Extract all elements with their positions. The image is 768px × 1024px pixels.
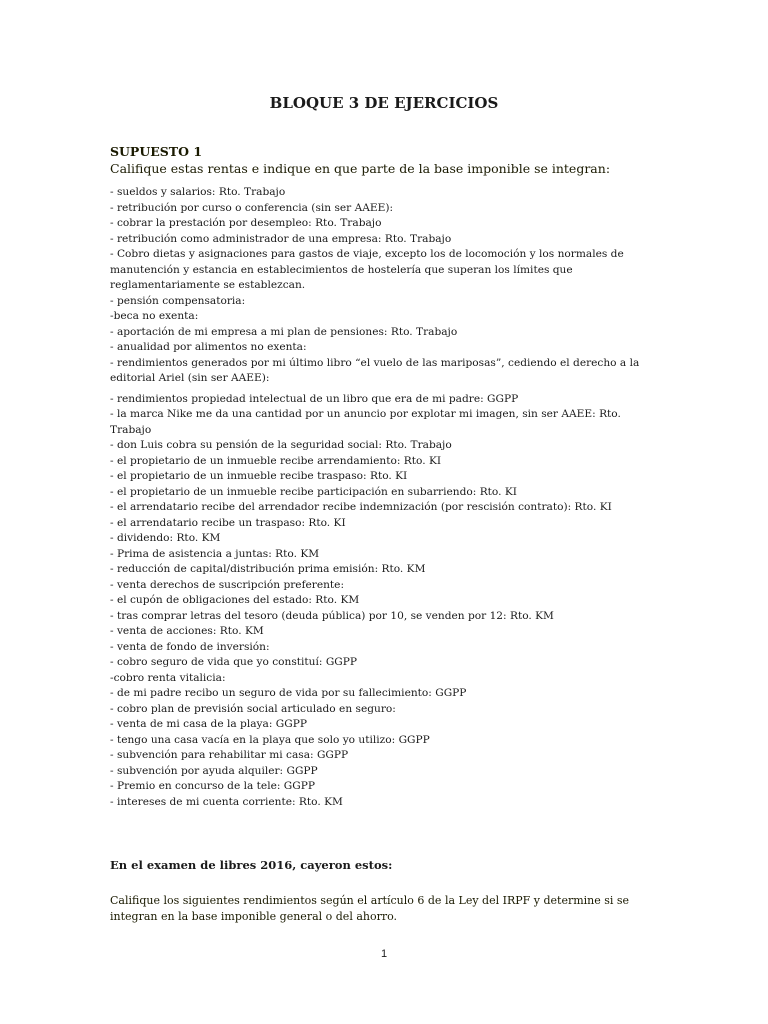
list-item: - Premio en concurso de la tele: GGPP (110, 780, 315, 792)
list-item: - don Luis cobra su pensión de la seguridad social: Rto. Trabajo (110, 439, 452, 451)
list-item: - el propietario de un inmueble recibe participación en subarriendo: Rto. KI (110, 485, 517, 498)
income-items-list (110, 185, 655, 810)
list-item: - venta de fondo de inversión: (110, 640, 270, 653)
list-item: - el cupón de obligaciones del estado: Rto. KM (110, 594, 360, 606)
list-item: - reducción de capital/distribución prima emisión: Rto. KM (110, 563, 426, 575)
list-item: - el arrendatario recibe un traspaso: Rto. KI (110, 516, 346, 529)
list-item: -beca no exenta: (110, 310, 199, 322)
exam-question: Califique los siguientes rendimientos según el artículo 6 de la Ley del IRPF y determine si se integran en la base imponible general o del ahorro. (110, 894, 630, 923)
list-item: - pensión compensatoria: (110, 294, 246, 307)
list-item: - sueldos y salarios: Rto. Trabajo (110, 186, 286, 198)
list-item: - el propietario de un inmueble recibe traspaso: Rto. KI (110, 470, 408, 482)
list-item: - rendimientos propiedad intelectual de un libro que era de mi padre: GGPP (110, 392, 519, 405)
list-item: - Cobro dietas y asignaciones para gastos de viaje, excepto los de locomoción y los normales de manutención y estancia en establecimientos de hostelería que superan los límites que reglamentariamente se establezcan. (110, 248, 624, 291)
list-item: - tengo una casa vacía en la playa que solo yo utilizo: GGPP (110, 733, 430, 746)
list-item: - subvención para rehabilitar mi casa: GGPP (110, 749, 349, 761)
list-item: - cobro seguro de vida que yo constituí: GGPP (110, 656, 357, 668)
list-item: - venta derechos de suscripción preferente: (110, 578, 345, 591)
list-item: - dividendo: Rto. KM (110, 532, 221, 544)
list-item: - venta de acciones: Rto. KM (110, 625, 264, 637)
list-item: - retribución como administrador de una empresa: Rto. Trabajo (110, 232, 452, 245)
list-item: - el propietario de un inmueble recibe arrendamiento: Rto. KI (110, 454, 442, 467)
list-item: - rendimientos generados por mi último libro “el vuelo de las mariposas”, cediendo el derecho a la editorial Ariel (sin ser AAEE): (110, 356, 640, 384)
list-item: - retribución por curso o conferencia (sin ser AAEE): (110, 201, 394, 214)
list-item: - cobrar la prestación por desempleo: Rto. Trabajo (110, 217, 382, 229)
list-item: - intereses de mi cuenta corriente: Rto. KM (110, 795, 343, 808)
supuesto-question: Califique estas rentas e indique en que parte de la base imponible se integran: (110, 161, 611, 176)
list-item: - Prima de asistencia a juntas: Rto. KM (110, 547, 320, 560)
exam-heading: En el examen de libres 2016, cayeron estos: (110, 858, 393, 872)
list-item: - el arrendatario recibe del arrendador recibe indemnización (por rescisión contrato): Rto. KI (110, 501, 612, 513)
list-item: - de mi padre recibo un seguro de vida por su fallecimiento: GGPP (110, 687, 467, 699)
page-number: 1 (380, 948, 388, 960)
supuesto-heading: SUPUESTO 1 (110, 144, 203, 159)
list-item: - la marca Nike me da una cantidad por un anuncio por explotar mi imagen, sin ser AAEE: Rto. Trabajo (110, 408, 621, 436)
list-item: - tras comprar letras del tesoro (deuda pública) por 10, se venden por 12: Rto. KM (110, 609, 554, 622)
list-item: -cobro renta vitalicia: (110, 671, 226, 684)
list-item: - cobro plan de previsión social articulado en seguro: (110, 702, 396, 715)
list-item: - aportación de mi empresa a mi plan de pensiones: Rto. Trabajo (110, 325, 458, 338)
list-item: - anualidad por alimentos no exenta: (110, 341, 307, 353)
list-item: - venta de mi casa de la playa: GGPP (110, 718, 307, 730)
list-item: - subvención por ayuda alquiler: GGPP (110, 764, 318, 777)
page-title: BLOQUE 3 DE EJERCICIOS (269, 94, 499, 112)
